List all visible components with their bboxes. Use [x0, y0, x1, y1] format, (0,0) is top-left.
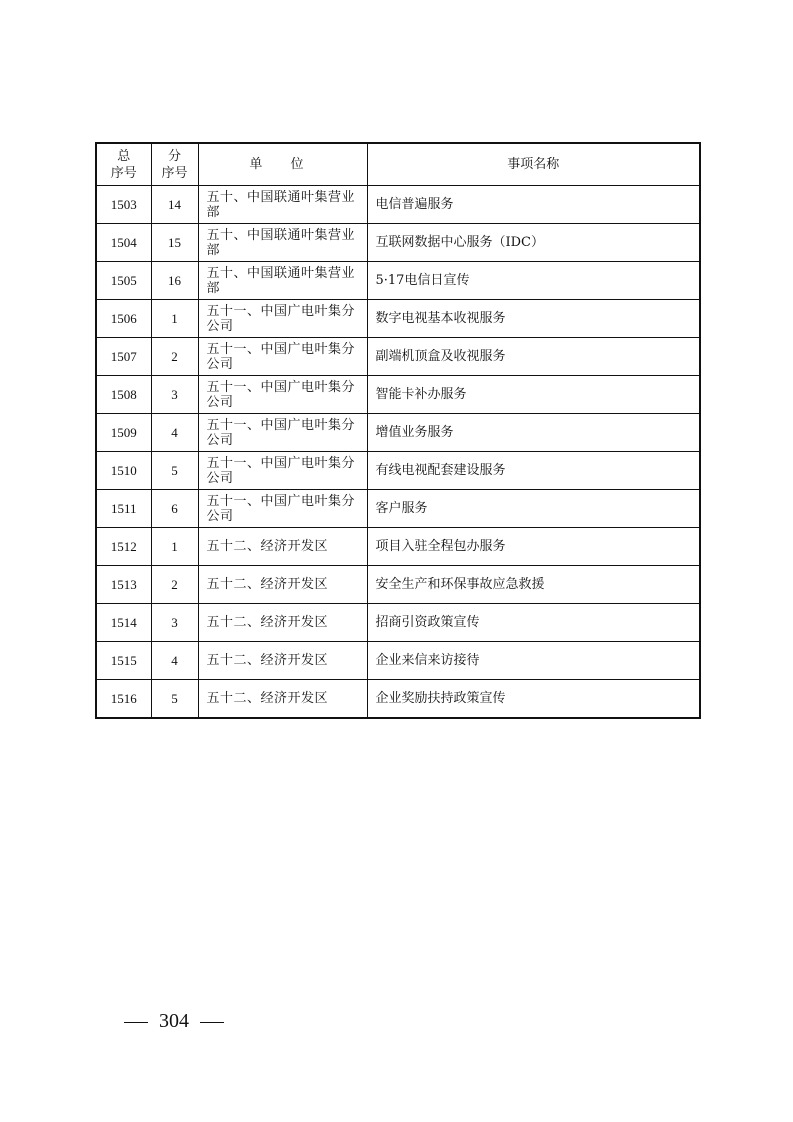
cell-total-no: 1507 [96, 338, 151, 376]
cell-unit-text: 五十一、中国广电叶集分公司 [206, 379, 356, 410]
cell-item-name: 互联网数据中心服务（IDC） [367, 224, 700, 262]
cell-total-no: 1514 [96, 604, 151, 642]
header-sub-no-line1: 分 [167, 148, 181, 164]
cell-item-name: 数字电视基本收视服务 [367, 300, 700, 338]
cell-unit [198, 376, 367, 414]
table-row [96, 186, 700, 224]
table-row [96, 604, 700, 642]
service-items-table [95, 142, 701, 719]
table-row [96, 452, 700, 490]
table-row [96, 376, 700, 414]
header-item-name [367, 143, 700, 186]
cell-unit-text: 五十二、经济开发区 [206, 691, 329, 706]
cell-total-no: 1508 [96, 376, 151, 414]
header-item-name-label: 事项名称 [507, 157, 560, 172]
footer-dash-left [124, 1022, 148, 1023]
cell-sub-no: 15 [151, 224, 198, 262]
cell-total-no: 1505 [96, 262, 151, 300]
cell-unit-text: 五十一、中国广电叶集分公司 [206, 341, 356, 372]
cell-unit-text: 五十、中国联通叶集营业部 [206, 265, 356, 296]
cell-unit-text: 五十、中国联通叶集营业部 [206, 189, 356, 220]
cell-total-no: 1516 [96, 680, 151, 719]
cell-unit [198, 262, 367, 300]
cell-item-name: 招商引资政策宣传 [367, 604, 700, 642]
cell-total-no: 1506 [96, 300, 151, 338]
table-row [96, 224, 700, 262]
cell-unit [198, 680, 367, 719]
header-total-no-line1: 总 [117, 148, 131, 164]
cell-total-no: 1513 [96, 566, 151, 604]
cell-sub-no: 3 [151, 376, 198, 414]
cell-unit [198, 642, 367, 680]
cell-unit-text: 五十一、中国广电叶集分公司 [206, 417, 356, 448]
table-row [96, 642, 700, 680]
cell-sub-no: 1 [151, 300, 198, 338]
cell-unit-text: 五十二、经济开发区 [206, 615, 329, 630]
cell-item-name: 5·17电信日宣传 [367, 262, 700, 300]
header-sub-no [151, 143, 198, 186]
cell-sub-no: 6 [151, 490, 198, 528]
footer-dash-right [200, 1022, 224, 1023]
cell-total-no: 1515 [96, 642, 151, 680]
cell-item-name: 增值业务服务 [367, 414, 700, 452]
cell-item-name: 项目入驻全程包办服务 [367, 528, 700, 566]
cell-item-name: 客户服务 [367, 490, 700, 528]
cell-unit [198, 186, 367, 224]
cell-sub-no: 5 [151, 680, 198, 719]
table-row [96, 528, 700, 566]
cell-item-name: 企业来信来访接待 [367, 642, 700, 680]
cell-total-no: 1510 [96, 452, 151, 490]
header-sub-no-line2: 序号 [161, 165, 188, 181]
cell-item-name: 电信普遍服务 [367, 186, 700, 224]
cell-unit [198, 452, 367, 490]
cell-sub-no: 3 [151, 604, 198, 642]
cell-total-no: 1512 [96, 528, 151, 566]
cell-unit [198, 414, 367, 452]
cell-unit [198, 604, 367, 642]
table-row [96, 566, 700, 604]
header-unit-label: 单 位 [249, 157, 316, 172]
header-total-no [96, 143, 151, 186]
cell-total-no: 1511 [96, 490, 151, 528]
header-unit [198, 143, 367, 186]
cell-unit [198, 528, 367, 566]
cell-unit-text: 五十二、经济开发区 [206, 577, 329, 592]
cell-sub-no: 4 [151, 642, 198, 680]
cell-unit [198, 338, 367, 376]
cell-unit-text: 五十二、经济开发区 [206, 539, 329, 554]
table-row [96, 338, 700, 376]
table-header-row [96, 143, 700, 186]
table-row [96, 414, 700, 452]
cell-item-name: 有线电视配套建设服务 [367, 452, 700, 490]
page-number: 304 [159, 1010, 189, 1032]
table-row [96, 680, 700, 719]
cell-unit-text: 五十一、中国广电叶集分公司 [206, 493, 356, 524]
cell-sub-no: 2 [151, 338, 198, 376]
cell-unit-text: 五十一、中国广电叶集分公司 [206, 455, 356, 486]
cell-unit [198, 490, 367, 528]
cell-unit-text: 五十一、中国广电叶集分公司 [206, 303, 356, 334]
cell-item-name: 智能卡补办服务 [367, 376, 700, 414]
cell-sub-no: 2 [151, 566, 198, 604]
cell-unit [198, 300, 367, 338]
cell-unit-text: 五十、中国联通叶集营业部 [206, 227, 356, 258]
service-items-table-container [95, 142, 699, 719]
cell-sub-no: 5 [151, 452, 198, 490]
cell-sub-no: 16 [151, 262, 198, 300]
table-row [96, 300, 700, 338]
cell-sub-no: 14 [151, 186, 198, 224]
cell-item-name: 安全生产和环保事故应急救援 [367, 566, 700, 604]
table-row [96, 490, 700, 528]
cell-unit-text: 五十二、经济开发区 [206, 653, 329, 668]
cell-total-no: 1503 [96, 186, 151, 224]
cell-total-no: 1509 [96, 414, 151, 452]
cell-item-name: 企业奖励扶持政策宣传 [367, 680, 700, 719]
cell-unit [198, 566, 367, 604]
cell-total-no: 1504 [96, 224, 151, 262]
header-total-no-line2: 序号 [110, 165, 137, 181]
table-row [96, 262, 700, 300]
cell-item-name: 副端机顶盒及收视服务 [367, 338, 700, 376]
cell-sub-no: 4 [151, 414, 198, 452]
cell-unit [198, 224, 367, 262]
cell-sub-no: 1 [151, 528, 198, 566]
page-footer [118, 1010, 230, 1033]
